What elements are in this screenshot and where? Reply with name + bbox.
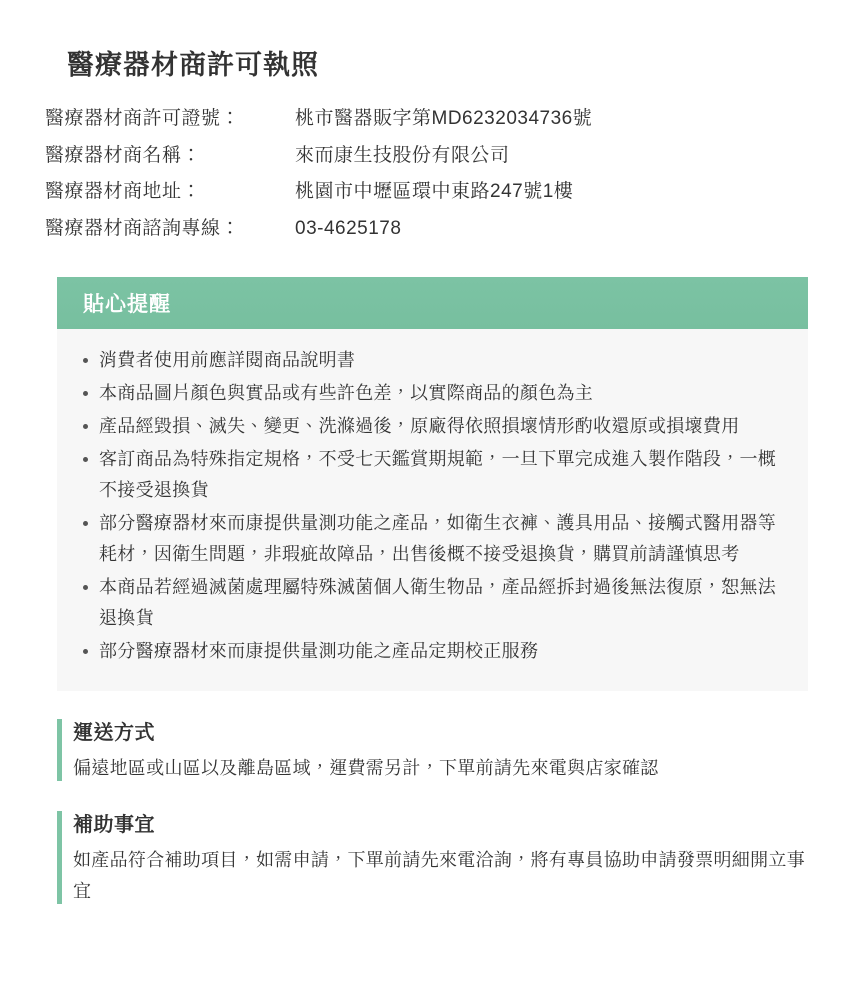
subsidy-section-title: 補助事宜 xyxy=(73,814,155,837)
list-item: 部分醫療器材來而康提供量測功能之產品定期校正服務 xyxy=(81,636,784,667)
subsidy-section xyxy=(57,809,808,906)
list-item: 本商品若經過滅菌處理屬特殊滅菌個人衛生物品，產品經拆封過後無法復原，恕無法退換貨 xyxy=(81,572,784,634)
license-phone-value: 03-4625178 xyxy=(295,217,402,239)
license-company-label: 醫療器材商名稱： xyxy=(45,144,202,166)
table-row xyxy=(45,174,592,211)
shipping-section-title: 運送方式 xyxy=(73,721,155,744)
license-company-value: 來而康生技股份有限公司 xyxy=(295,144,510,166)
list-item: 消費者使用前應詳閱商品說明書 xyxy=(81,345,784,376)
page-title: 醫療器材商許可執照 xyxy=(67,50,319,80)
notice-panel-header xyxy=(57,277,808,329)
notice-panel xyxy=(57,277,808,691)
license-number-label: 醫療器材商許可證號： xyxy=(45,108,241,130)
table-row xyxy=(45,138,592,175)
table-row xyxy=(45,101,592,138)
list-item: 客訂商品為特殊指定規格，不受七天鑑賞期規範，一旦下單完成進入製作階段，一概不接受退換貨 xyxy=(81,444,784,506)
license-address-label: 醫療器材商地址： xyxy=(45,181,202,203)
table-row xyxy=(45,211,592,248)
license-info-table xyxy=(45,101,592,247)
list-item: 產品經毀損、滅失、變更、洗滌過後，原廠得依照損壞情形酌收還原或損壞費用 xyxy=(81,411,784,442)
license-number-value: 桃市醫器販字第MD6232034736號 xyxy=(295,108,593,130)
notice-panel-title: 貼心提醒 xyxy=(83,293,171,317)
license-phone-label: 醫療器材商諮詢專線： xyxy=(45,217,241,239)
shipping-section xyxy=(57,717,808,784)
list-item: 部分醫療器材來而康提供量測功能之產品，如衛生衣褲、護具用品、接觸式醫用器等耗材，因衛生問題，非瑕疵故障品，出售後概不接受退換貨，購買前請謹慎思考 xyxy=(81,508,784,570)
list-item: 本商品圖片顏色與實品或有些許色差，以實際商品的顏色為主 xyxy=(81,378,784,409)
shipping-section-text: 偏遠地區或山區以及離島區域，運費需另計，下單前請先來電與店家確認 xyxy=(73,757,659,778)
subsidy-section-text: 如產品符合補助項目，如需申請，下單前請先來電洽詢，將有專員協助申請發票明細開立事宜 xyxy=(73,850,805,901)
license-address-value: 桃園市中壢區環中東路247號1樓 xyxy=(295,181,574,203)
notice-list xyxy=(81,345,784,667)
notice-panel-body xyxy=(57,329,808,691)
